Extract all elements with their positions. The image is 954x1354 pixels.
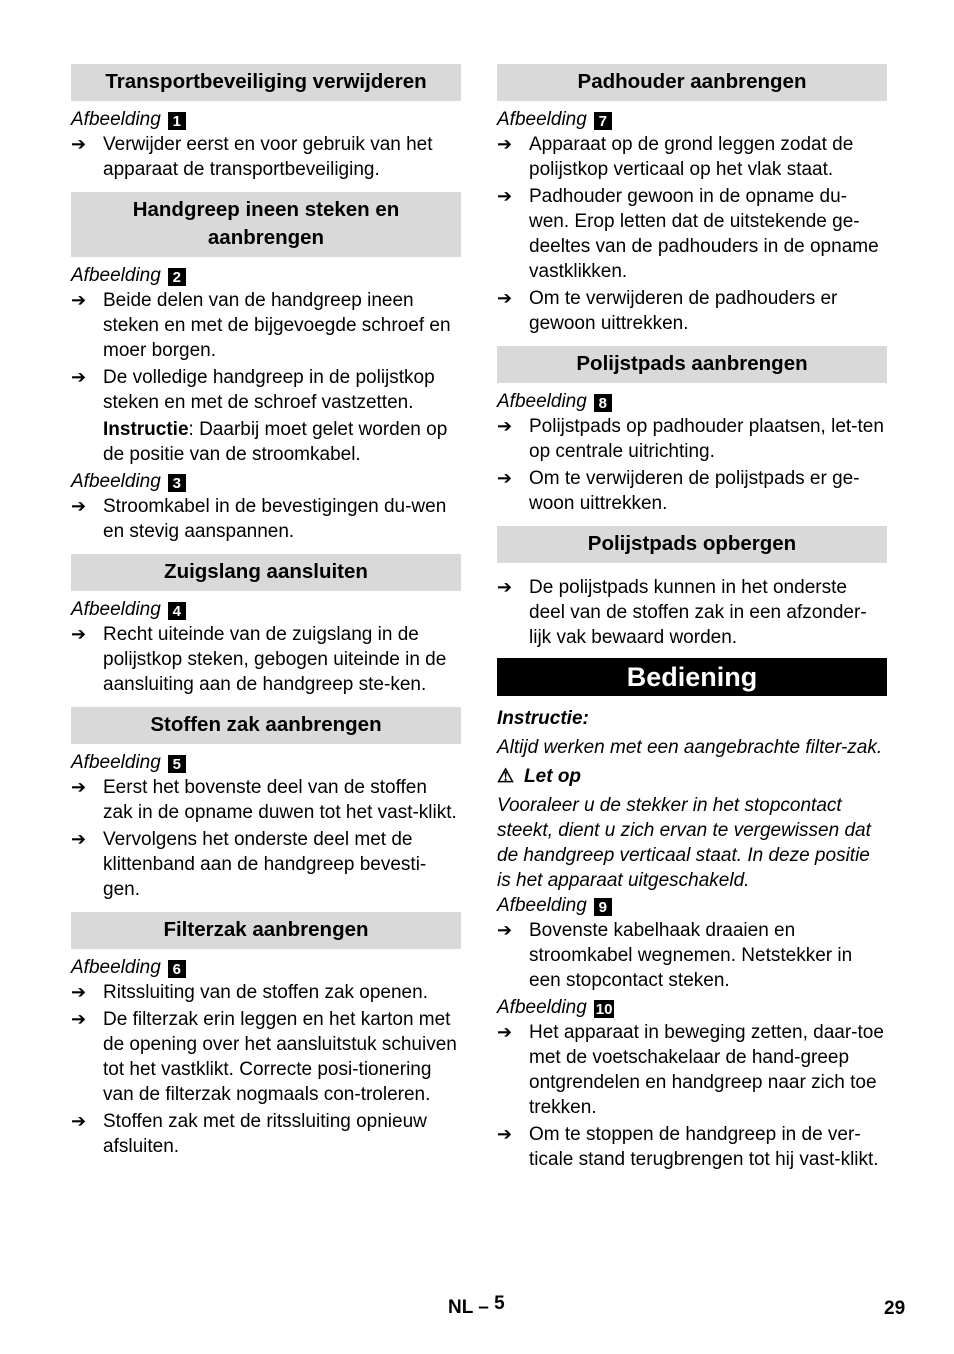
section-heading: Zuigslang aansluiten [71,554,461,591]
warning-icon: ⚠ [497,766,515,787]
section-heading: Filterzak aanbrengen [71,912,461,949]
instruction-step: ➔ Recht uiteinde van de zuigslang in de polijstkop steken, gebogen uiteinde in de aansluiting aan de handgreep ste-ken. [71,624,447,695]
arrow-icon: ➔ [71,982,87,1002]
section-heading: Polijstpads opbergen [497,526,887,563]
instruction-step: ➔ Ritssluiting van de stoffen zak openen. [71,982,428,1003]
figure-reference: Afbeelding 3 [71,469,461,494]
figure-reference: Afbeelding 1 [71,107,461,132]
chapter-title: Bediening [497,658,887,696]
arrow-icon: ➔ [71,1009,87,1029]
arrow-icon: ➔ [71,496,87,516]
figure-number: 1 [168,112,186,130]
page-number: 29 [884,1298,906,1319]
figure-number: 6 [168,960,186,978]
arrow-icon: ➔ [71,367,87,387]
arrow-icon: ➔ [497,416,513,436]
figure-reference: Afbeelding 9 [497,893,887,918]
instruction-step: ➔ De polijstpads kunnen in het onderste deel van de stoffen zak in een afzonder-lijk vak bewaard worden. [497,577,867,648]
arrow-icon: ➔ [71,134,87,154]
section-heading: Handgreep ineen steken en aanbrengen [71,192,461,257]
arrow-icon: ➔ [497,1124,513,1144]
instruction-step: ➔ Verwijder eerst en voor gebruik van het apparaat de transportbeveiliging. [71,134,433,180]
arrow-icon: ➔ [71,624,87,644]
instruction-label: Instructie: [497,708,589,729]
right-column [497,64,887,1174]
arrow-icon: ➔ [497,920,513,940]
instruction-step: ➔ Beide delen van de handgreep ineen steken en met de bijgevoegde schroef en moer borgen. [71,290,451,361]
warning-heading: ⚠ Let op [497,766,582,787]
figure-reference: Afbeelding 7 [497,107,887,132]
figure-reference: Afbeelding 10 [497,997,613,1018]
instruction-step: ➔ De volledige handgreep in de polijstkop steken en met de schroef vastzetten. [71,367,435,413]
instruction-step: ➔ Vervolgens het onderste deel met de klittenband aan de handgreep bevesti-gen. [71,829,427,900]
instruction-step: ➔ Om te verwijderen de polijstpads er ge-woon uittrekken. [497,468,860,514]
figure-number: 2 [168,268,186,286]
instruction-step: ➔ Om te verwijderen de padhouders er gewoon uittrekken. [497,288,838,334]
arrow-icon: ➔ [497,288,513,308]
figure-number: 4 [168,602,186,620]
arrow-icon: ➔ [71,829,87,849]
figure-reference: Afbeelding 6 [71,955,461,980]
figure-number: 7 [594,112,612,130]
section-heading: Stoffen zak aanbrengen [71,707,461,744]
arrow-icon: ➔ [497,134,513,154]
instruction-text: Altijd werken met een aangebrachte filter-zak. [497,737,883,758]
instruction-step: ➔ De filterzak erin leggen en het karton met de opening over het aansluitstuk schuiven tot het vastklikt. Correcte posi-tionering van de filterzak nogmaals con-troleren. [71,1009,457,1105]
figure-number: 5 [168,755,186,773]
left-column [71,64,461,1161]
arrow-icon: ➔ [71,777,87,797]
instruction-step: ➔ Stoffen zak met de ritssluiting opnieuw afsluiten. [71,1111,427,1157]
arrow-icon: ➔ [497,468,513,488]
section-heading: Transportbeveiliging verwijderen [71,64,461,101]
figure-reference: Afbeelding 2 [71,263,461,288]
arrow-icon: ➔ [497,1022,513,1042]
figure-reference: Afbeelding 8 [497,389,887,414]
figure-reference: Afbeelding 5 [71,750,461,775]
instruction-note: Instructie: Daarbij moet gelet worden op de positie van de stroomkabel. [103,419,448,465]
arrow-icon: ➔ [71,1111,87,1131]
instruction-step: ➔ Polijstpads op padhouder plaatsen, let-ten op centrale uitrichting. [497,416,884,462]
figure-reference: Afbeelding 4 [71,597,461,622]
instruction-step: ➔ Eerst het bovenste deel van de stoffen zak in de opname duwen tot het vast-klikt. [71,777,457,823]
instruction-step: ➔ Apparaat op de grond leggen zodat de polijstkop verticaal op het vlak staat. [497,134,854,180]
figure-number: 3 [168,474,186,492]
instruction-step: ➔ Bovenste kabelhaak draaien en stroomkabel wegnemen. Netstekker in een stopcontact steken. [497,920,853,991]
footer-section-label: NL – 5 [448,1293,505,1318]
section-heading: Polijstpads aanbrengen [497,346,887,383]
arrow-icon: ➔ [497,577,513,597]
instruction-step: ➔ Het apparaat in beweging zetten, daar-toe met de voetschakelaar de hand-greep ontgrendelen en handgreep naar zich toe trekken. [497,1022,884,1118]
instruction-step: ➔ Om te stoppen de handgreep in de ver-ticale stand terugbrengen tot hij vast-klikt. [497,1124,879,1170]
warning-text: Vooraleer u de stekker in het stopcontact steekt, dient u zich ervan te vergewissen dat de handgreep verticaal staat. In deze positie is het apparaat uitgeschakeld. [497,795,871,891]
figure-number: 8 [594,394,612,412]
figure-number: 10 [595,1000,613,1018]
arrow-icon: ➔ [71,290,87,310]
arrow-icon: ➔ [497,186,513,206]
figure-number: 9 [594,898,612,916]
instruction-step: ➔ Stroomkabel in de bevestigingen du-wen en stevig aanspannen. [71,496,447,542]
instruction-step: ➔ Padhouder gewoon in de opname du-wen. Erop letten dat de uitstekende ge-deeltes van de padhouders in de opname vastklikken. [497,186,879,282]
section-heading: Padhouder aanbrengen [497,64,887,101]
